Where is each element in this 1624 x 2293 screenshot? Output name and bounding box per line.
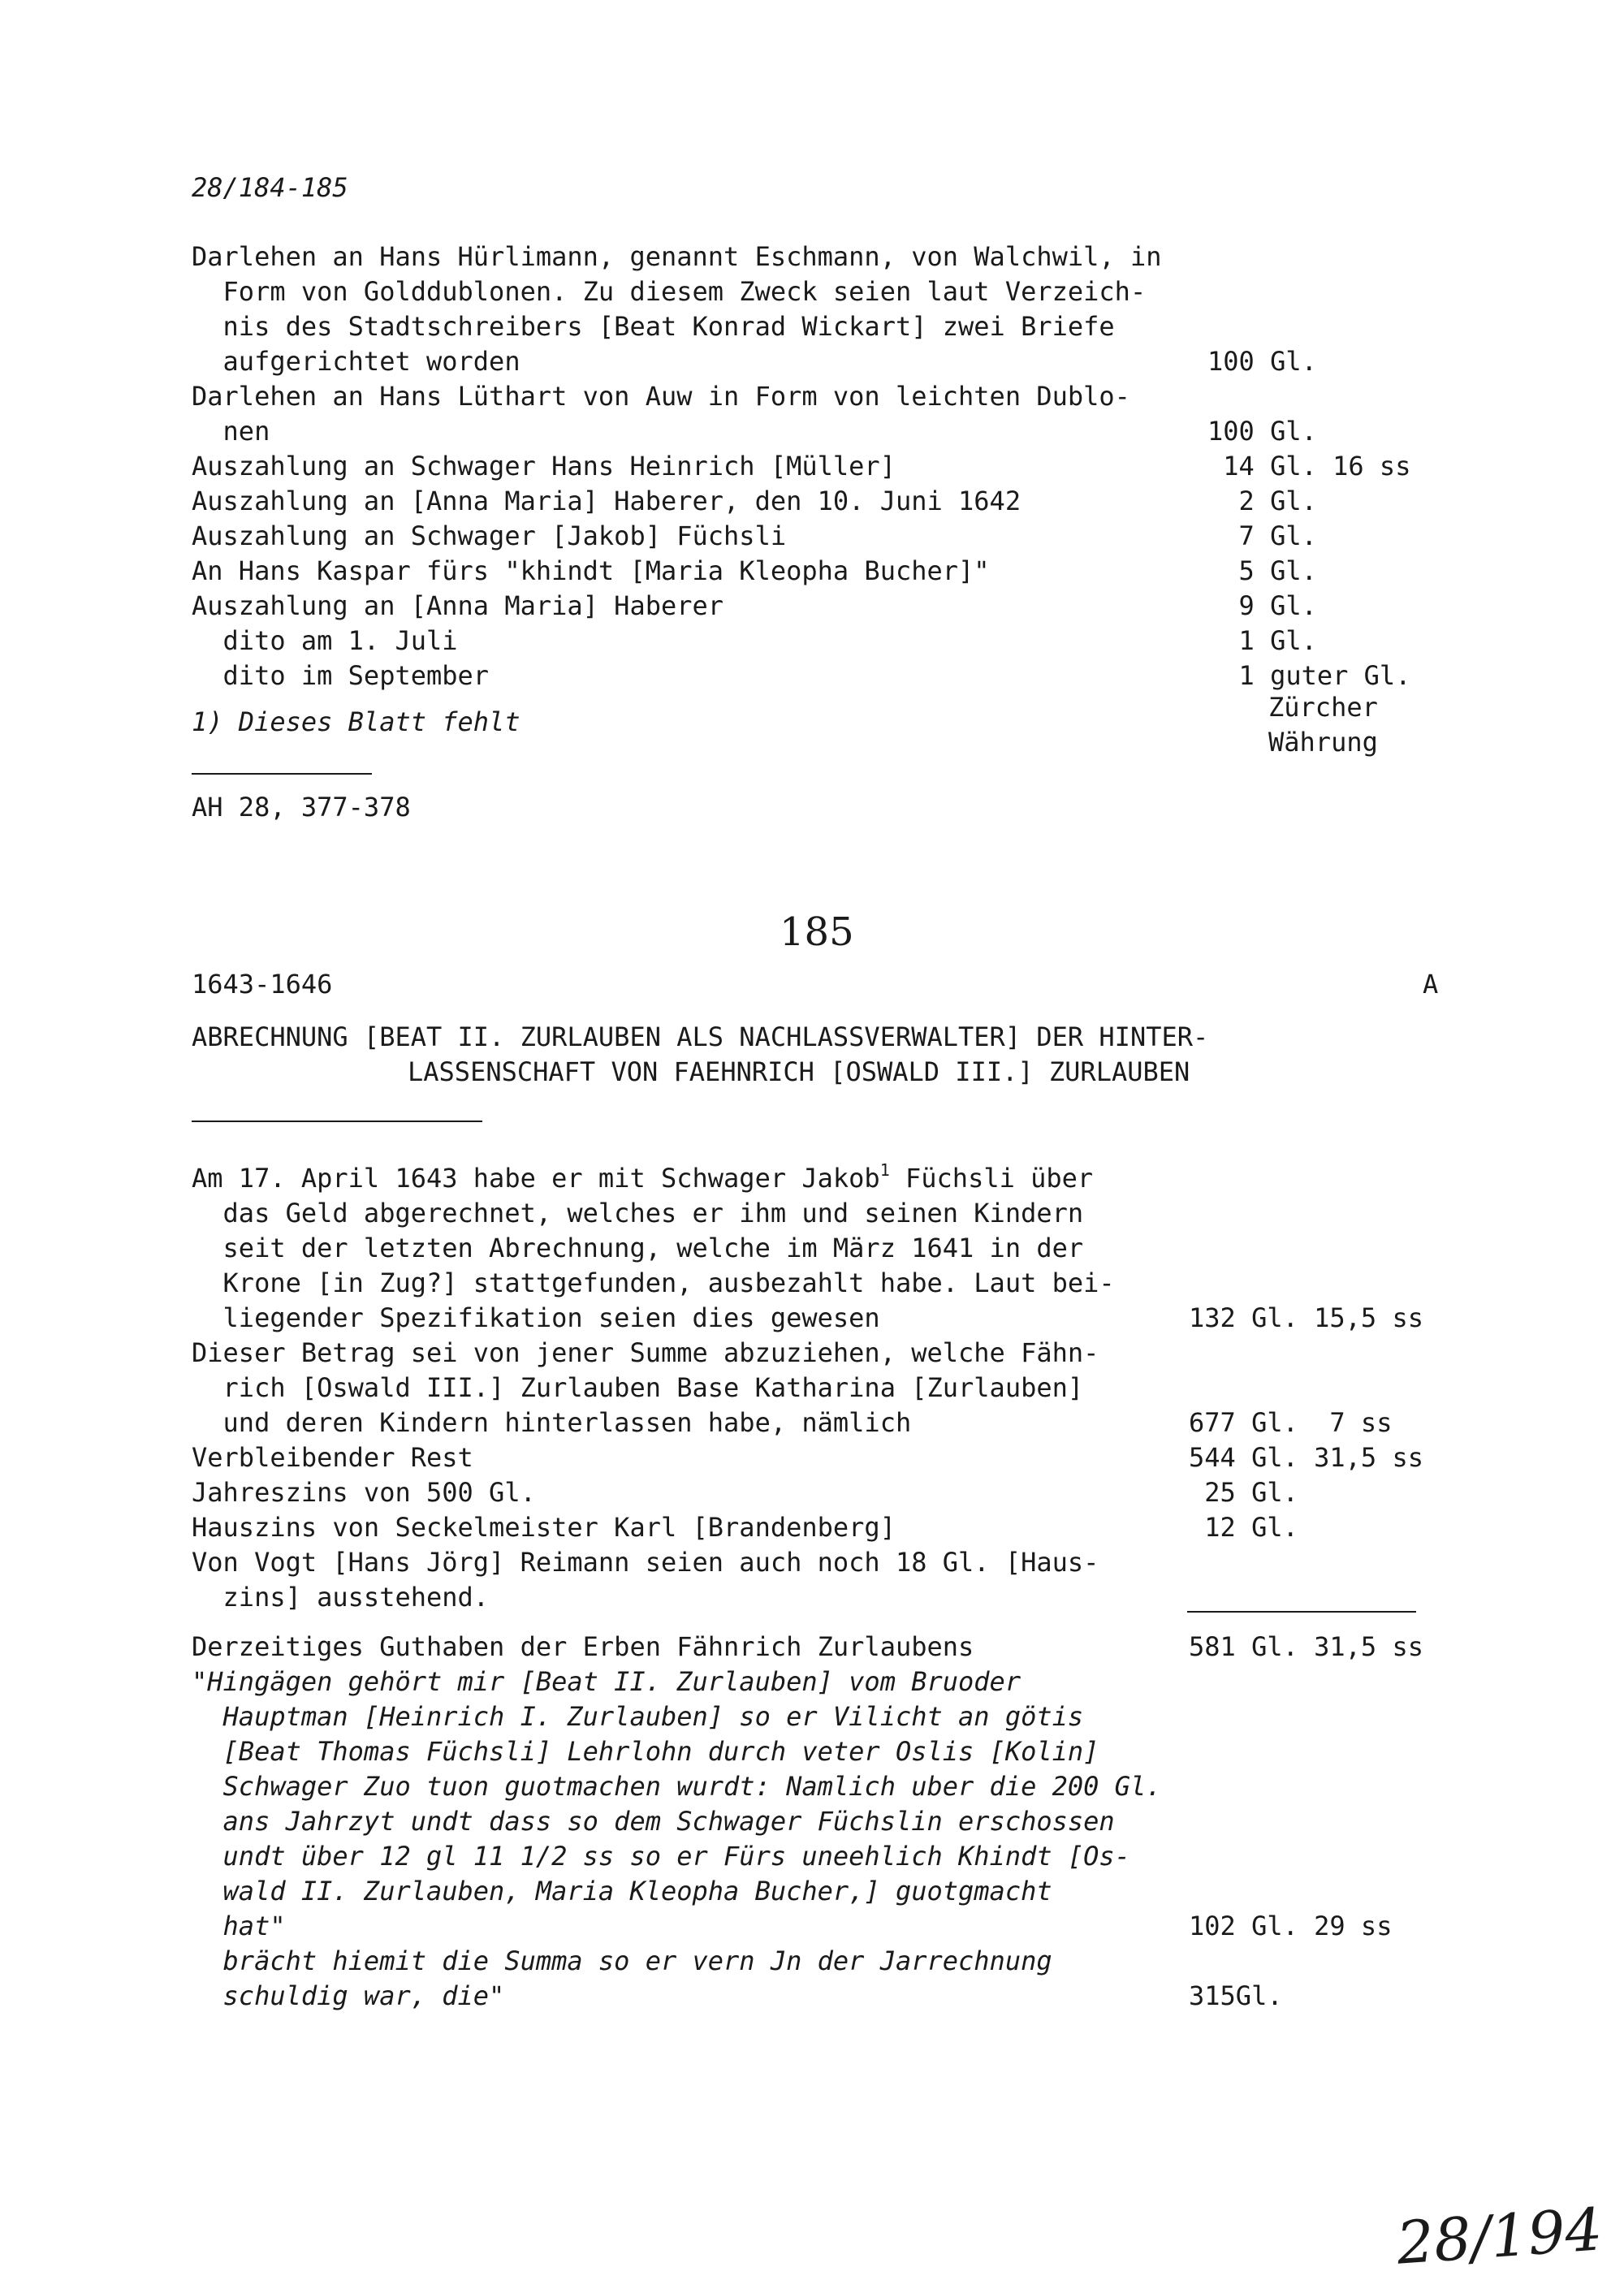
prev-entry-amount: 1 Gl.: [1207, 625, 1317, 656]
text-line: hat": [192, 1911, 286, 1941]
text-line: "Hingägen gehört mir [Beat II. Zurlauben] vom Bruoder: [192, 1666, 1021, 1697]
document-number: 185: [780, 909, 854, 955]
p1-text-b: Füchsli über: [889, 1163, 1094, 1194]
rest-amount: 544 Gl. 31,5 ss: [1189, 1442, 1423, 1473]
text-line: Dieser Betrag sei von jener Summe abzuziehen, welche Fähn-: [192, 1337, 1099, 1368]
prev-entry-line: Auszahlung an [Anna Maria] Haberer: [192, 590, 724, 621]
guthaben-amount: 581 Gl. 31,5 ss: [1189, 1631, 1423, 1662]
prev-entry-line: nen: [192, 416, 270, 447]
prev-entry-amount: 7 Gl.: [1207, 520, 1317, 551]
text-line: undt über 12 gl 11 1/2 ss so er Fürs uneehlich Khindt [Os-: [192, 1841, 1130, 1872]
document-title-line-2: LASSENSCHAFT VON FAEHNRICH [OSWALD III.] ZURLAUBEN: [408, 1056, 1190, 1087]
rest-label: Verbleibender Rest: [192, 1442, 473, 1473]
sum-divider: [1187, 1611, 1416, 1613]
footnote-marker: 1: [879, 1160, 890, 1181]
text-line: Von Vogt [Hans Jörg] Reimann seien auch noch 18 Gl. [Haus-: [192, 1547, 1099, 1578]
body-paragraph-1-line-1: [192, 1161, 1093, 1196]
text-line: Krone [in Zug?] stattgefunden, ausbezahlt habe. Laut bei-: [192, 1267, 1115, 1298]
prev-entry-line: Darlehen an Hans Hürlimann, genannt Eschmann, von Walchwil, in: [192, 241, 1162, 272]
date-range: 1643-1646: [192, 969, 333, 1000]
text-line: brächt hiemit die Summa so er vern Jn der Jarrechnung: [192, 1945, 1052, 1976]
text-line: das Geld abgerechnet, welches er ihm und seinen Kindern: [192, 1198, 1084, 1229]
hauszins-amount: 12 Gl.: [1189, 1512, 1298, 1543]
text-line: seit der letzten Abrechnung, welche im März 1641 in der: [192, 1233, 1084, 1263]
prev-entry-line: dito am 1. Juli: [192, 625, 458, 656]
p1-text-a: Am 17. April 1643 habe er mit Schwager Jakob: [192, 1163, 880, 1194]
quote-amount: 102 Gl. 29 ss: [1189, 1911, 1393, 1941]
prev-entry-amount: 9 Gl.: [1207, 590, 1317, 621]
prev-entry-line: dito im September: [192, 660, 490, 691]
source-reference: AH 28, 377-378: [192, 792, 411, 823]
guthaben-label: Derzeitiges Guthaben der Erben Fähnrich Zurlaubens: [192, 1631, 974, 1662]
text-line: rich [Oswald III.] Zurlauben Base Katharina [Zurlauben]: [192, 1372, 1084, 1403]
text-line: wald II. Zurlauben, Maria Kleopha Bucher,] guotgmacht: [192, 1876, 1052, 1907]
prev-entry-line: An Hans Kaspar fürs "khindt [Maria Kleopha Bucher]": [192, 555, 990, 586]
prev-entry-amount: 100 Gl.: [1207, 346, 1317, 377]
p1-amount: 132 Gl. 15,5 ss: [1189, 1302, 1423, 1333]
zins-amount: 25 Gl.: [1189, 1477, 1298, 1508]
prev-entry-line: Auszahlung an [Anna Maria] Haberer, den 10. Juni 1642: [192, 486, 1021, 516]
prev-entry-amount: 100 Gl.: [1207, 416, 1317, 447]
text-line: ans Jahrzyt undt dass so dem Schwager Füchslin erschossen: [192, 1806, 1115, 1837]
text-line: liegender Spezifikation seien dies gewesen: [192, 1302, 880, 1333]
handwritten-archive-reference: 28/194: [1394, 2195, 1605, 2278]
text-line: und deren Kindern hinterlassen habe, nämlich: [192, 1407, 912, 1438]
p2-amount: 677 Gl. 7 ss: [1189, 1407, 1393, 1438]
prev-entry-line: Darlehen an Hans Lüthart von Auw in Form von leichten Dublo-: [192, 381, 1130, 412]
document-title-line-1: ABRECHNUNG [BEAT II. ZURLAUBEN ALS NACHLASSVERWALTER] DER HINTER-: [192, 1021, 1209, 1052]
currency-note-2: Währung: [1268, 727, 1378, 758]
footnote: 1) Dieses Blatt fehlt: [192, 706, 520, 737]
prev-entry-amount: 14 Gl. 16 ss: [1207, 451, 1411, 481]
title-divider: [192, 1121, 482, 1122]
prev-entry-amount: 1 guter Gl.: [1207, 660, 1411, 691]
text-line: Hauptman [Heinrich I. Zurlauben] so er Vilicht an götis: [192, 1701, 1084, 1732]
header-reference: 28/184-185: [192, 172, 348, 203]
quote2-amount: 315Gl.: [1189, 1980, 1283, 2011]
grade-mark: A: [1423, 969, 1439, 1000]
footnote-divider: [192, 773, 372, 775]
prev-entry-line: Auszahlung an Schwager Hans Heinrich [Müller]: [192, 451, 896, 481]
prev-entry-line: nis des Stadtschreibers [Beat Konrad Wickart] zwei Briefe: [192, 311, 1115, 342]
hauszins-label: Hauszins von Seckelmeister Karl [Brandenberg]: [192, 1512, 896, 1543]
text-line: schuldig war, die": [192, 1980, 505, 2011]
zins-label: Jahreszins von 500 Gl.: [192, 1477, 536, 1508]
text-line: [Beat Thomas Füchsli] Lehrlohn durch veter Oslis [Kolin]: [192, 1736, 1099, 1767]
prev-entry-amount: 5 Gl.: [1207, 555, 1317, 586]
prev-entry-line: Form von Golddublonen. Zu diesem Zweck seien laut Verzeich-: [192, 276, 1147, 307]
text-line: zins] ausstehend.: [192, 1582, 490, 1613]
currency-note-1: Zürcher: [1268, 692, 1378, 723]
prev-entry-amount: 2 Gl.: [1207, 486, 1317, 516]
text-line: Schwager Zuo tuon guotmachen wurdt: Namlich uber die 200 Gl.: [192, 1771, 1162, 1802]
prev-entry-line: Auszahlung an Schwager [Jakob] Füchsli: [192, 520, 787, 551]
prev-entry-line: aufgerichtet worden: [192, 346, 520, 377]
